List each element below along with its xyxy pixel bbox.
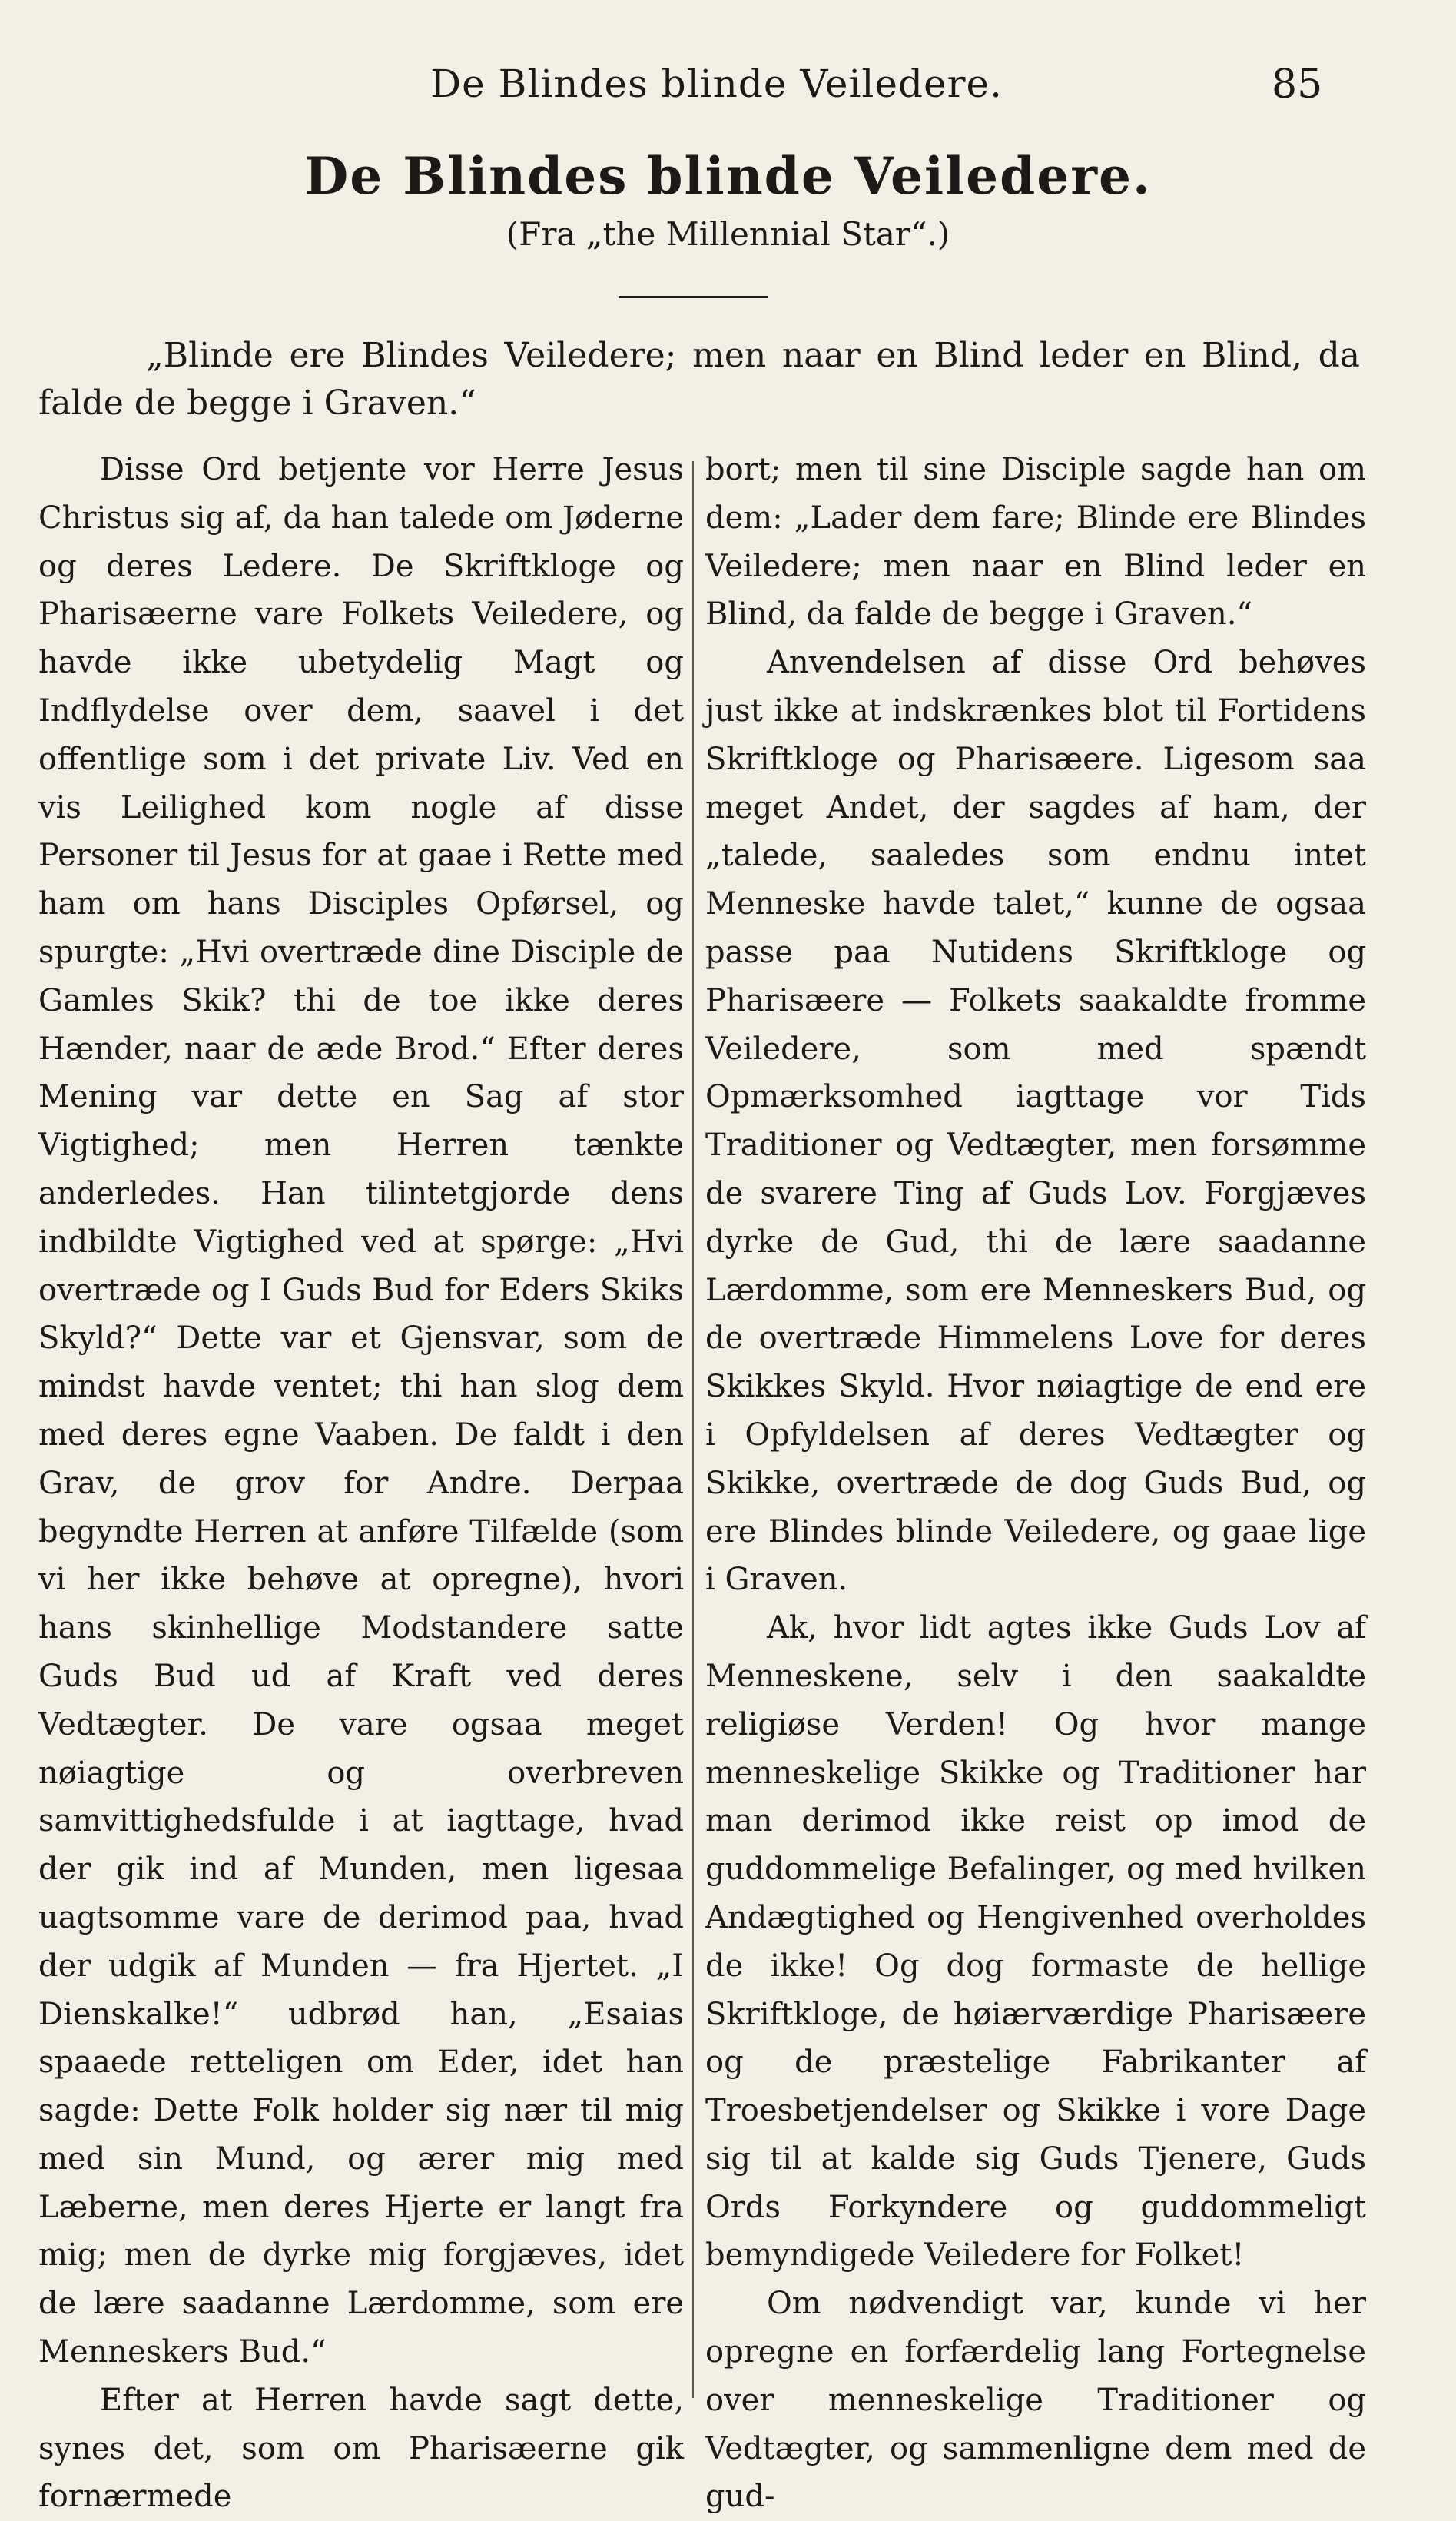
epigraph-text: „Blinde ere Blindes Veiledere; men naar en Blind leder en Blind, da falde de begge i Graven.“ <box>38 336 1360 423</box>
paragraph: Ak, hvor lidt agtes ikke Guds Lov af Menneskene, selv i den saakaldte religiøse Verden! Og hvor mange menneskelige Skikke og Traditioner har man derimod ikke reist op imod de guddommelige Befalinger, og med hvilken Andægtighed og Hengivenhed overholdes de ikke! Og dog formaste de hellige Skriftkloge, de høiærværdige Pharisæere og de præstelige Fabrikanter af Troesbetjendelser og Skikke i vore Dage sig til at kalde sig Guds Tjenere, Guds Ords Forkyndere og guddommeligt bemyndigede Veiledere for Folket! <box>705 1610 1366 2274</box>
running-head <box>0 61 1456 123</box>
column-divider <box>692 461 694 2398</box>
paragraph: bort; men til sine Disciple sagde han om dem: „Lader dem fare; Blinde ere Blindes Veiledere; men naar en Blind leder en Blind, da falde de begge i Graven.“ <box>705 452 1366 633</box>
paragraph: Om nødvendigt var, kunde vi her opregne en forfærdelig lang Fortegnelse over menneskelige Traditioner og Vedtægter, og sammenligne dem med de gud- <box>705 2286 1366 2515</box>
paragraph: Anvendelsen af disse Ord behøves just ikke at indskrænkes blot til Fortidens Skriftkloge og Pharisæere. Ligesom saa meget Andet, der sagdes af ham, der „talede, saaledes som endnu intet Menneske havde talet,“ kunne de ogsaa passe paa Nutidens Skriftkloge og Pharisæere — Folkets saakaldte fromme Veiledere, som med spændt Opmærksomhed iagttage vor Tids Traditioner og Vedtægter, men forsømme de svarere Ting af Guds Lov. Forgjæves dyrke de Gud, thi de lære saadanne Lærdomme, som ere Menneskers Bud, og de overtræde Himmelens Love for deres Skikkes Skyld. Hvor nøiagtige de end ere i Opfyldelsen af deres Vedtægter og Skikke, overtræde de dog Guds Bud, og ere Blindes blinde Veiledere, og gaae lige i Graven. <box>705 645 1366 1598</box>
article-subtitle: (Fra „the Millennial Star“.) <box>506 215 950 253</box>
page-number: 85 <box>1272 61 1323 108</box>
right-column <box>705 446 1366 2521</box>
title-divider <box>619 296 768 298</box>
paragraph: Efter at Herren havde sagt dette, synes det, som om Pharisæerne gik fornærmede <box>38 2382 684 2515</box>
paragraph: Disse Ord betjente vor Herre Jesus Christus sig af, da han talede om Jøderne og deres Ledere. De Skriftkloge og Pharisæerne vare Folkets Veiledere, og havde ikke ubetydelig Magt og Indflydelse over dem, saavel i det offentlige som i det private Liv. Ved en vis Leilighed kom nogle af disse Personer til Jesus for at gaae i Rette med ham om hans Disciples Opførsel, og spurgte: „Hvi overtræde dine Disciple de Gamles Skik? thi de toe ikke deres Hænder, naar de æde Brod.“ Efter deres Mening var dette en Sag af stor Vigtighed; men Herren tænkte anderledes. Han tilintetgjorde dens indbildte Vigtighed ved at spørge: „Hvi overtræde og I Guds Bud for Eders Skiks Skyld?“ Dette var et Gjensvar, som de mindst havde ventet; thi han slog dem med deres egne Vaaben. De faldt i den Grav, de grov for Andre. Derpaa begyndte Herren at anføre Tilfælde (som vi her ikke behøve at opregne), hvori hans skinhellige Modstandere satte Guds Bud ud af Kraft ved deres Vedtægter. De vare ogsaa meget nøiagtige og overbreven samvittighedsfulde i at iagttage, hvad der gik ind af Munden, men ligesaa uagtsomme vare de derimod paa, hvad der udgik af Munden — fra Hjertet. „I Dienskalke!“ udbrød han, „Esaias spaaede retteligen om Eder, idet han sagde: Dette Folk holder sig nær til mig med sin Mund, og ærer mig med Læberne, men deres Hjerte er langt fra mig; men de dyrke mig forgjæves, idet de lære saadanne Lærdomme, som ere Menneskers Bud.“ <box>38 452 684 2370</box>
epigraph <box>38 332 1360 427</box>
running-title: De Blindes blinde Veiledere. <box>430 61 1003 106</box>
left-column <box>38 446 684 2521</box>
article-title: De Blindes blinde Veiledere. <box>304 146 1152 206</box>
